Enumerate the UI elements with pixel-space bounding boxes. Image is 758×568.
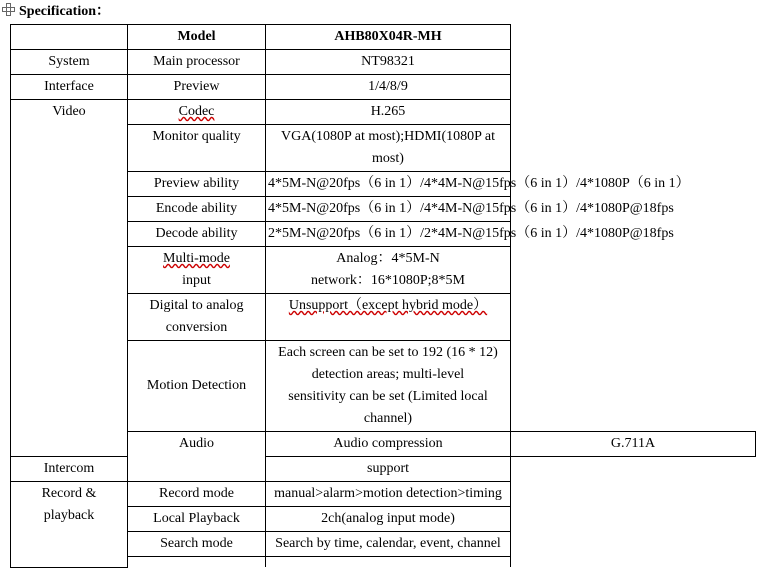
item-label: Search mode — [128, 532, 266, 557]
item-label: Preview ability — [128, 172, 266, 197]
spec-table — [10, 24, 756, 568]
item-label: Record mode — [128, 482, 266, 507]
item-label: Preview — [128, 75, 266, 100]
header-empty-cell — [11, 25, 128, 50]
item-label — [128, 100, 266, 125]
item-label: Motion Detection — [128, 341, 266, 432]
table-row — [11, 100, 756, 125]
item-label — [128, 294, 266, 341]
section-video: Video — [11, 100, 128, 457]
item-label — [128, 247, 266, 294]
item-value: support — [266, 457, 511, 482]
item-value — [266, 294, 511, 341]
spec-title: Specification： — [19, 4, 110, 19]
item-value: 1/4/8/9 — [266, 75, 511, 100]
item-value: 4*5M-N@20fps（6 in 1）/4*4M-N@15fps（6 in 1）/4*1080P（6 in 1） — [266, 172, 511, 197]
spec-heading — [2, 0, 110, 20]
item-label-text: Codec — [178, 104, 215, 119]
item-label: Main processor — [128, 50, 266, 75]
item-value-line2: network：16*1080P;8*5M — [311, 273, 465, 288]
item-value — [266, 341, 511, 432]
item-value-line2: sensitivity can be set (Limited local channel) — [288, 389, 488, 426]
cut-cell — [266, 557, 511, 568]
section-line1: Record & — [41, 486, 97, 501]
section-interface: Interface — [11, 75, 128, 100]
item-label: Monitor quality — [128, 125, 266, 172]
section-line2: playback — [43, 508, 95, 523]
item-label: Intercom — [11, 457, 128, 482]
item-value: 4*5M-N@20fps（6 in 1）/4*4M-N@15fps（6 in 1）/4*1080P@18fps — [266, 197, 511, 222]
item-label: Decode ability — [128, 222, 266, 247]
item-value-line1: Analog：4*5M-N — [336, 251, 440, 266]
header-row — [11, 25, 756, 50]
item-value: 2ch(analog input mode) — [266, 507, 511, 532]
move-handle-icon[interactable] — [2, 3, 16, 17]
item-value: H.265 — [266, 100, 511, 125]
table-row — [11, 75, 756, 100]
header-model: AHB80X04R-MH — [266, 25, 511, 50]
section-record-playback — [11, 482, 128, 568]
item-label: Audio compression — [266, 432, 511, 457]
item-label: Local Playback — [128, 507, 266, 532]
item-value: Search by time, calendar, event, channel — [266, 532, 511, 557]
item-label-line2: input — [182, 273, 211, 288]
item-value: VGA(1080P at most);HDMI(1080P at most) — [266, 125, 511, 172]
table-row — [11, 482, 756, 507]
table-row — [11, 50, 756, 75]
item-value: G.711A — [511, 432, 756, 457]
item-value: 2*5M-N@20fps（6 in 1）/2*4M-N@15fps（6 in 1）/4*1080P@18fps — [266, 222, 511, 247]
item-label-line1: Multi-mode — [163, 251, 230, 266]
item-value: NT98321 — [266, 50, 511, 75]
item-value: manual>alarm>motion detection>timing — [266, 482, 511, 507]
section-audio: Audio — [128, 432, 266, 482]
item-label-line1: Digital to analog — [149, 298, 244, 313]
item-label-line2: conversion — [165, 320, 228, 335]
item-label: Encode ability — [128, 197, 266, 222]
section-system: System — [11, 50, 128, 75]
table-row — [11, 457, 756, 482]
header-label: Model — [128, 25, 266, 50]
item-value — [266, 247, 511, 294]
item-value-line1: Each screen can be set to 192 (16 * 12) detection areas; multi-level — [278, 345, 498, 382]
cut-cell — [128, 557, 266, 568]
item-value-text: Unsupport（except hybrid mode） — [288, 298, 488, 313]
